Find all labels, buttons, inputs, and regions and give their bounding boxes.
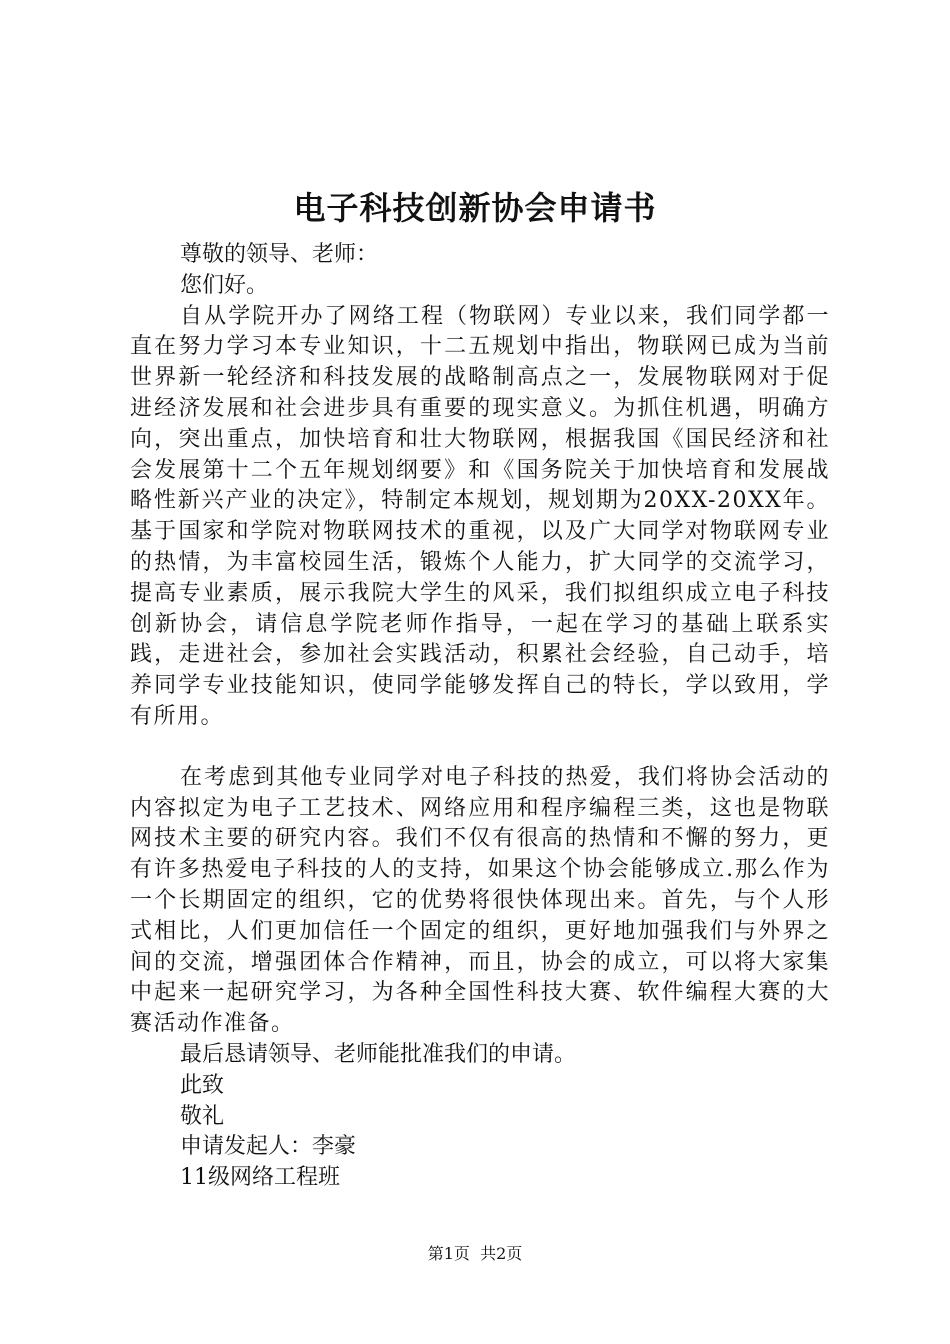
- paragraph-2: 在考虑到其他专业同学对电子科技的热爱，我们将协会活动的内容拟定为电子工艺技术、网络应用和程序编程三类，这也是物联网技术主要的研究内容。我们不仅有很高的热情和不懈的努力，更有许多热爱电子科技的人的支持，如果这个协会能够成立.那么作为一个长期固定的组织，它的优势将很快体现出来。首先，与个人形式相比，人们更加信任一个固定的组织，更好地加强我们与外界之间的交流，增强团体合作精神，而且，协会的成立，可以将大家集中起来一起研究学习，为各种全国性科技大赛、软件编程大赛的大赛活动作准备。: [130, 764, 830, 1037]
- closing-request: 最后恳请领导、老师能批准我们的申请。: [180, 1041, 577, 1067]
- salutation: 尊敬的领导、老师：: [180, 242, 379, 267]
- paragraph-spacer: [130, 733, 830, 763]
- class-line: 11级网络工程班: [180, 1165, 340, 1191]
- greeting: 您们好。: [180, 272, 269, 298]
- document-title: 电子科技创新协会申请书: [293, 189, 657, 227]
- closing-salute-2: 敬礼: [180, 1103, 225, 1129]
- document-body: [130, 240, 830, 1194]
- closing-salute-1: 此致: [180, 1072, 225, 1098]
- paragraph-1: 自从学院开办了网络工程（物联网）专业以来，我们同学都一直在努力学习本专业知识，十二五规划中指出，物联网已成为当前世界新一轮经济和科技发展的战略制高点之一，发展物联网对于促进经济发展和社会进步具有重要的现实意义。为抓住机遇，明确方向，突出重点，加快培育和壮大物联网，根据我国《国民经济和社会发展第十二个五年规划纲要》和《国务院关于加快培育和发展战略性新兴产业的决定》，特制定本规划，规划期为20XX-20XX年。基于国家和学院对物联网技术的重视，以及广大同学对物联网专业的热情，为丰富校园生活，锻炼个人能力，扩大同学的交流学习，提高专业素质，展示我院大学生的风采，我们拟组织成立电子科技创新协会，请信息学院老师作指导，一起在学习的基础上联系实践，走进社会，参加社会实践活动，积累社会经验，自己动手，培养同学专业技能知识，使同学能够发挥自己的特长，学以致用，学有所用。: [130, 303, 830, 729]
- applicant-line: 申请发起人：李豪: [180, 1134, 357, 1160]
- page-footer: 第1页 共2页: [427, 1244, 523, 1263]
